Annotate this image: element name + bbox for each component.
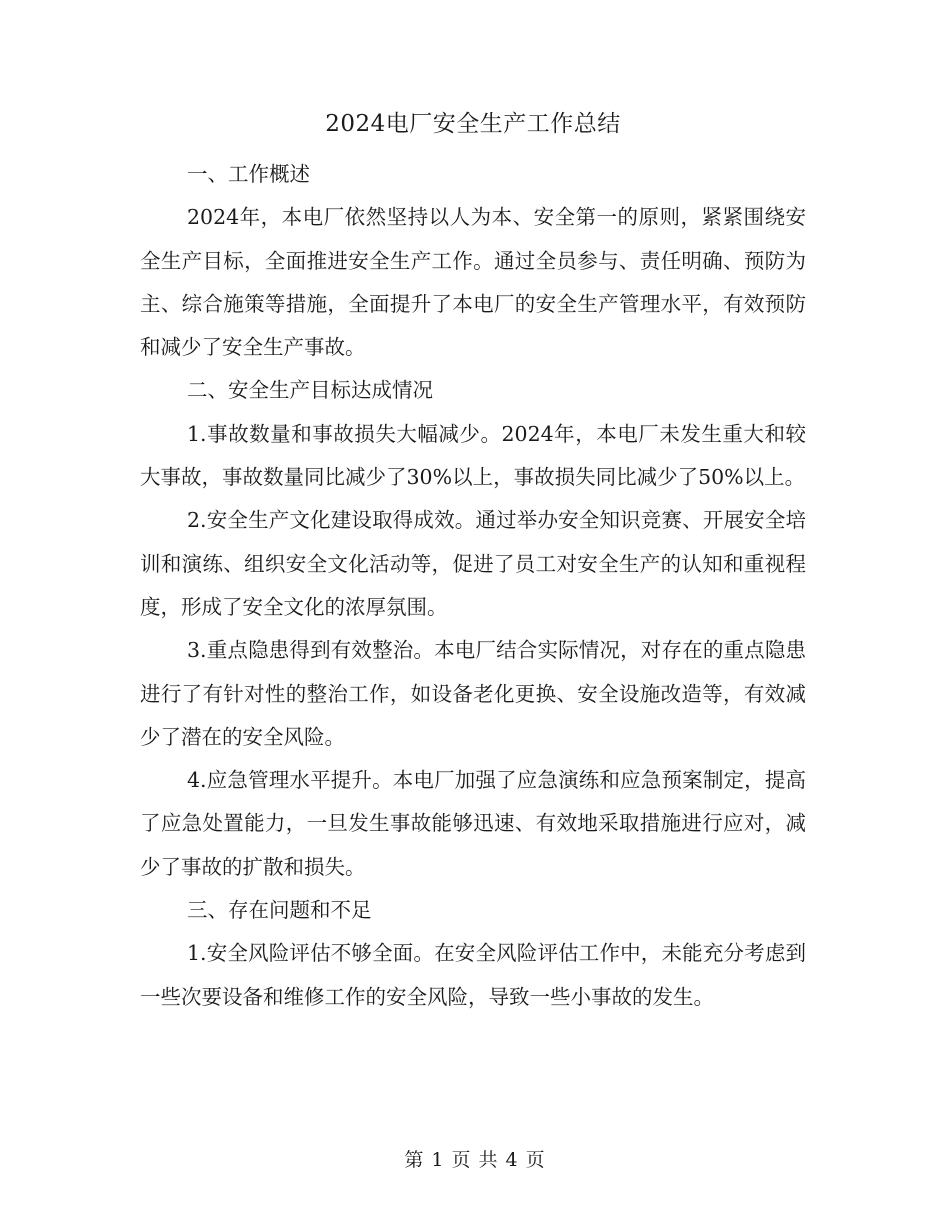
paragraph-goal-1: 1.事故数量和事故损失大幅减少。2024年，本电厂未发生重大和较大事故，事故数量同比减少了30%以上，事故损失同比减少了50%以上。 (140, 421, 806, 490)
paragraph-goal-3: 3.重点隐患得到有效整治。本电厂结合实际情况，对存在的重点隐患进行了有针对性的整治工作，如设备老化更换、安全设施改造等，有效减少了潜在的安全风险。 (140, 638, 806, 749)
paragraph-goal-2: 2.安全生产文化建设取得成效。通过举办安全知识竞赛、开展安全培训和演练、组织安全文化活动等，促进了员工对安全生产的认知和重视程度，形成了安全文化的浓厚氛围。 (140, 508, 806, 619)
paragraph-goal-4: 4.应急管理水平提升。本电厂加强了应急演练和应急预案制定，提高了应急处置能力，一旦发生事故能够迅速、有效地采取措施进行应对，减少了事故的扩散和损失。 (140, 768, 806, 879)
paragraph-problem-1: 1.安全风险评估不够全面。在安全风险评估工作中，未能充分考虑到一些次要设备和维修工作的安全风险，导致一些小事故的发生。 (140, 941, 806, 1009)
document-title: 2024电厂安全生产工作总结 (325, 111, 621, 137)
section-heading-overview: 一、工作概述 (187, 162, 310, 186)
section-heading-goals: 二、安全生产目标达成情况 (187, 378, 433, 403)
section-heading-problems: 三、存在问题和不足 (187, 898, 372, 923)
document-body (140, 104, 806, 1019)
paragraph-overview: 2024年，本电厂依然坚持以人为本、安全第一的原则，紧紧围绕安全生产目标，全面推进安全生产工作。通过全员参与、责任明确、预防为主、综合施策等措施，全面提升了本电厂的安全生产管理水平，有效预防和减少了安全生产事故。 (140, 205, 806, 360)
page-footer: 第 1 页 共 4 页 (404, 1149, 546, 1171)
